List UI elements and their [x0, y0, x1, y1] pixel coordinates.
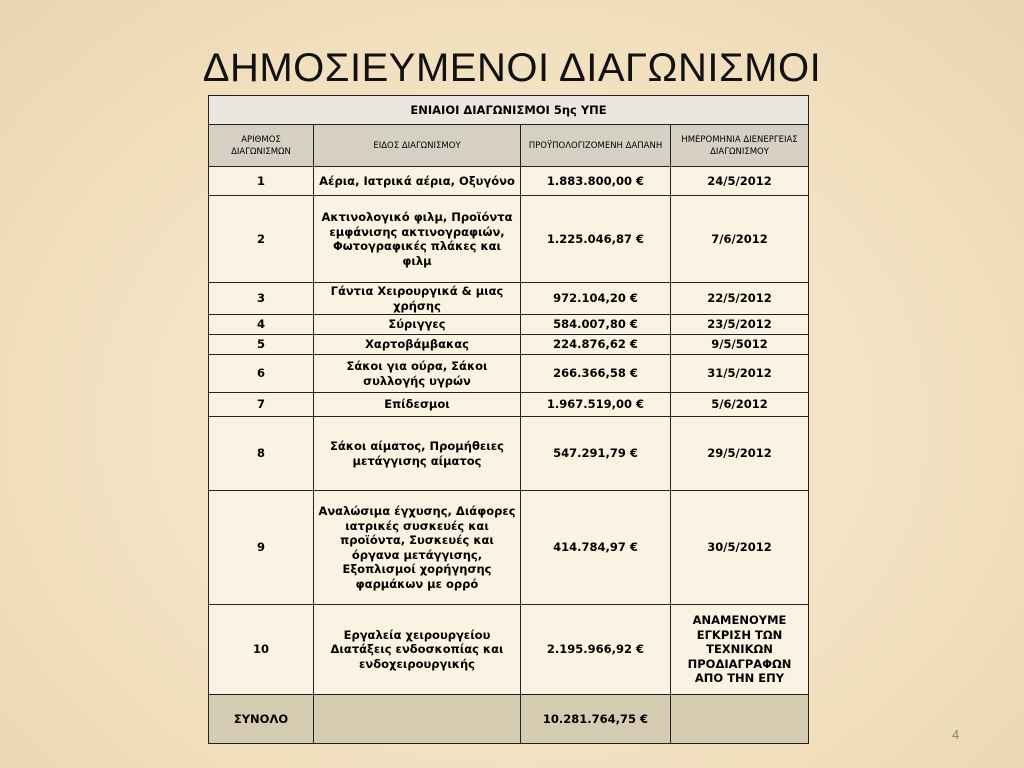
table-row — [209, 605, 809, 695]
page-number: 4 — [952, 727, 960, 742]
tenders-table — [208, 95, 809, 744]
tender-type: Αναλώσιμα έγχυσης, Διάφορες ιατρικές συσκευές και προϊόντα, Συσκευές και όργανα μετάγγισης, Εξοπλισμοί χορήγησης φαρμάκων με ορρό — [314, 491, 521, 605]
tender-type: Εργαλεία χειρουργείου Διατάξεις ενδοσκοπίας και ενδοχειρουργικής — [314, 605, 521, 695]
tender-type: Χαρτοβάμβακας — [314, 335, 521, 355]
table-row — [209, 355, 809, 393]
tender-date: 24/5/2012 — [671, 167, 809, 196]
tender-type: Αέρια, Ιατρικά αέρια, Οξυγόνο — [314, 167, 521, 196]
tender-date: 23/5/2012 — [671, 315, 809, 335]
tender-number: 3 — [209, 283, 314, 315]
tender-type: Σάκοι αίματος, Προμήθειες μετάγγισης αίματος — [314, 417, 521, 491]
tender-cost: 1.967.519,00 € — [521, 393, 671, 417]
table-row — [209, 491, 809, 605]
tender-type: Ακτινολογικό φιλμ, Προϊόντα εμφάνισης ακτινογραφιών, Φωτογραφικές πλάκες και φιλμ — [314, 196, 521, 283]
table-row — [209, 283, 809, 315]
total-type — [314, 695, 521, 744]
tender-date: 29/5/2012 — [671, 417, 809, 491]
tender-number: 4 — [209, 315, 314, 335]
tender-date: 7/6/2012 — [671, 196, 809, 283]
tender-cost: 584.007,80 € — [521, 315, 671, 335]
tender-date: 30/5/2012 — [671, 491, 809, 605]
tender-cost: 266.366,58 € — [521, 355, 671, 393]
tender-cost: 224.876,62 € — [521, 335, 671, 355]
table-row — [209, 335, 809, 355]
column-header-date: ΗΜΕΡΟΜΗΝΙΑ ΔΙΕΝΕΡΓΕΙΑΣ ΔΙΑΓΩΝΙΣΜΟΥ — [671, 125, 809, 167]
tender-number: 2 — [209, 196, 314, 283]
total-date — [671, 695, 809, 744]
tender-type: Επίδεσμοι — [314, 393, 521, 417]
tender-cost: 972.104,20 € — [521, 283, 671, 315]
table-row — [209, 196, 809, 283]
table-row — [209, 315, 809, 335]
tender-date: 22/5/2012 — [671, 283, 809, 315]
column-header-number: ΑΡΙΘΜΟΣ ΔΙΑΓΩΝΙΣΜΩΝ — [209, 125, 314, 167]
tender-type: Σύριγγες — [314, 315, 521, 335]
table-row — [209, 417, 809, 491]
tender-cost: 2.195.966,92 € — [521, 605, 671, 695]
tender-cost: 414.784,97 € — [521, 491, 671, 605]
tender-number: 6 — [209, 355, 314, 393]
table-row — [209, 393, 809, 417]
tender-cost: 1.225.046,87 € — [521, 196, 671, 283]
table-caption: ΕΝΙΑΙΟΙ ΔΙΑΓΩΝΙΣΜΟΙ 5ης ΥΠΕ — [209, 96, 809, 125]
tender-date: 9/5/5012 — [671, 335, 809, 355]
tender-cost: 547.291,79 € — [521, 417, 671, 491]
tender-number: 7 — [209, 393, 314, 417]
tender-cost: 1.883.800,00 € — [521, 167, 671, 196]
tender-number: 8 — [209, 417, 314, 491]
tender-number: 1 — [209, 167, 314, 196]
total-row — [209, 695, 809, 744]
total-label: ΣΥΝΟΛΟ — [209, 695, 314, 744]
column-header-cost: ΠΡΟΫΠΟΛΟΓΙΖΟΜΕΝΗ ΔΑΠΑΝΗ — [521, 125, 671, 167]
table-row — [209, 167, 809, 196]
tender-type: Γάντια Χειρουργικά & μιας χρήσης — [314, 283, 521, 315]
slide-title: ΔΗΜΟΣΙΕΥΜΕΝΟΙ ΔΙΑΓΩΝΙΣΜΟΙ — [202, 46, 822, 90]
tender-number: 10 — [209, 605, 314, 695]
tender-date: 31/5/2012 — [671, 355, 809, 393]
total-cost: 10.281.764,75 € — [521, 695, 671, 744]
tender-type: Σάκοι για ούρα, Σάκοι συλλογής υγρών — [314, 355, 521, 393]
column-header-type: ΕΙΔΟΣ ΔΙΑΓΩΝΙΣΜΟΥ — [314, 125, 521, 167]
tender-date: ΑΝΑΜΕΝΟΥΜΕ ΕΓΚΡΙΣΗ ΤΩΝ ΤΕΧΝΙΚΩΝ ΠΡΟΔΙΑΓΡΑΦΩΝ ΑΠΟ ΤΗΝ ΕΠΥ — [671, 605, 809, 695]
tender-number: 5 — [209, 335, 314, 355]
tender-date: 5/6/2012 — [671, 393, 809, 417]
tender-number: 9 — [209, 491, 314, 605]
